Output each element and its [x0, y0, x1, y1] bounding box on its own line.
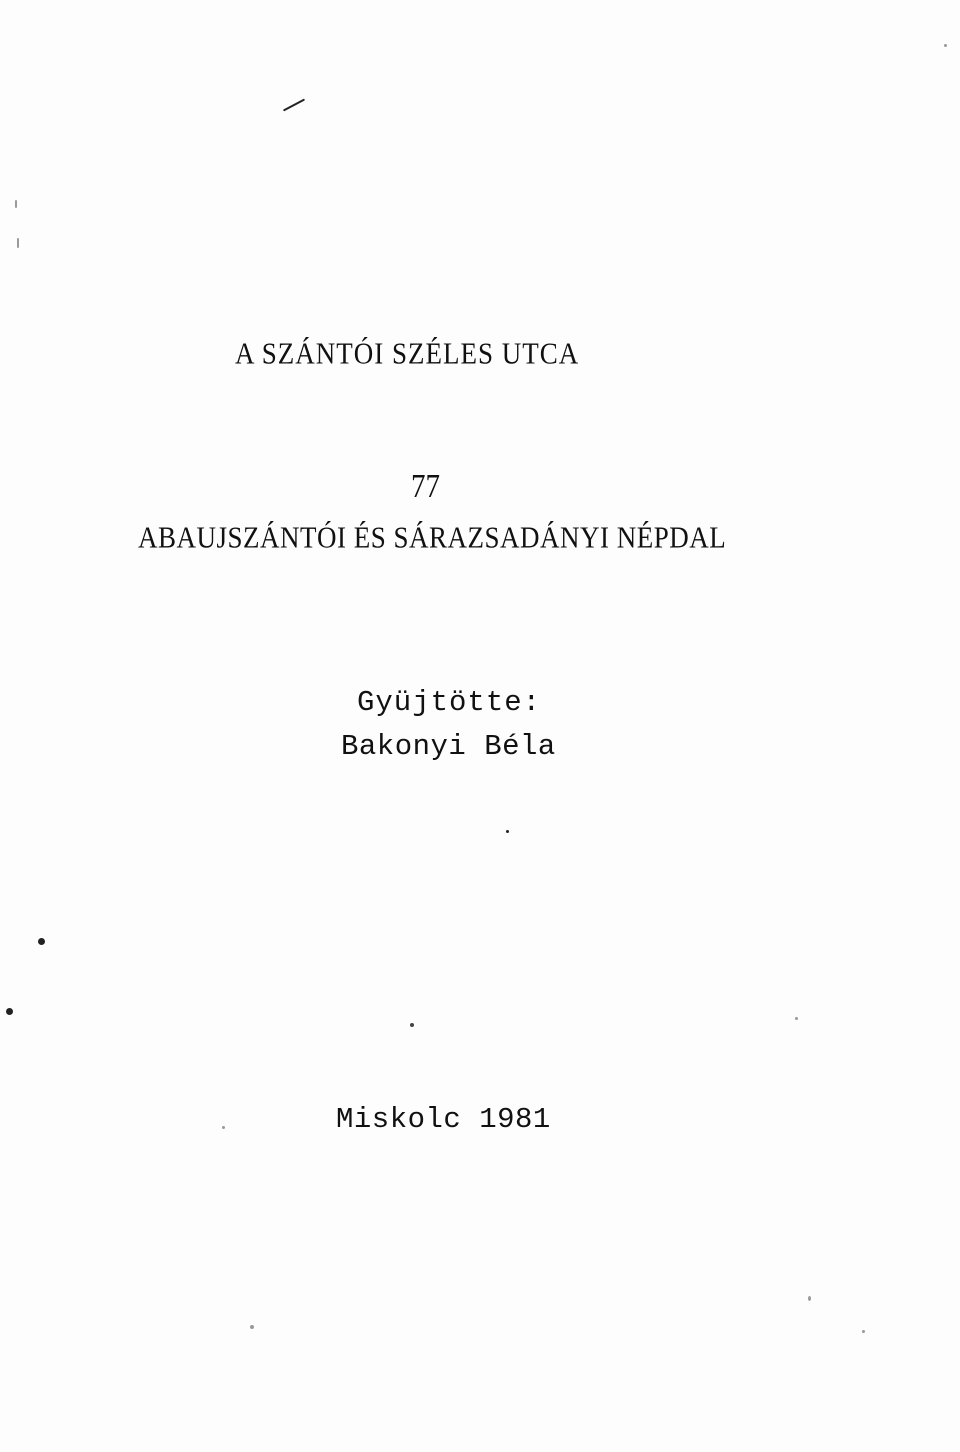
scan-speck — [222, 1126, 225, 1129]
scan-speck — [410, 1023, 414, 1027]
ink-dot — [506, 830, 509, 833]
pen-mark — [283, 98, 305, 111]
imprint-place-year: Miskolc 1981 — [336, 1103, 551, 1136]
page-title: ABAUJSZÁNTÓI ÉS SÁRAZSADÁNYI NÉPDAL — [138, 520, 727, 555]
ink-dot — [38, 938, 45, 945]
subtitle: A SZÁNTÓI SZÉLES UTCA — [235, 336, 580, 371]
collector-label: Gyüjtötte: — [357, 686, 542, 719]
collector-name: Bakonyi Béla — [341, 730, 556, 763]
scan-speck — [944, 44, 947, 47]
ink-dot — [6, 1008, 13, 1015]
scan-speck — [808, 1296, 811, 1301]
volume-number: 77 — [411, 468, 440, 505]
scan-speck — [250, 1325, 254, 1329]
scan-speck — [15, 200, 17, 208]
scan-speck — [17, 238, 19, 248]
scan-speck — [795, 1017, 798, 1020]
scan-speck — [862, 1330, 865, 1333]
